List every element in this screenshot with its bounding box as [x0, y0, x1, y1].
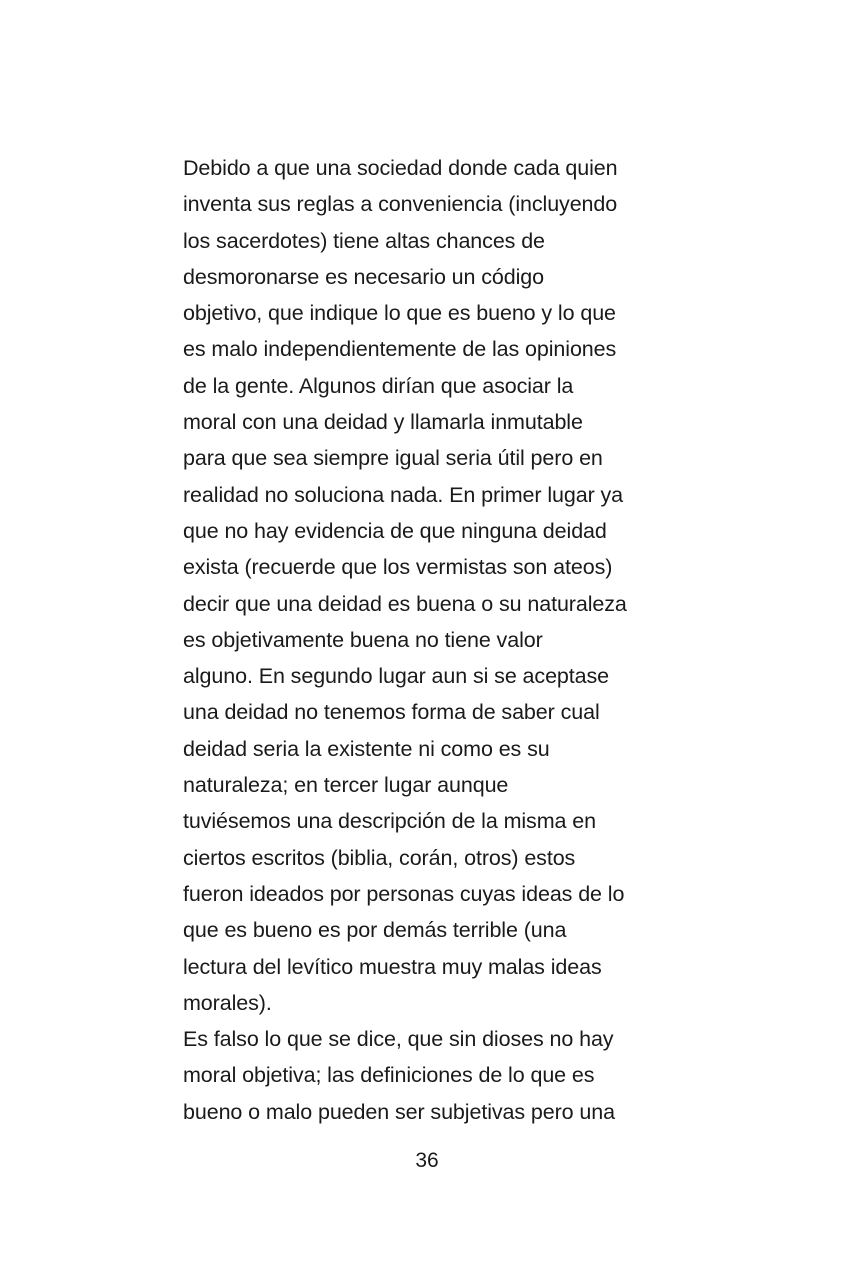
text-line: naturaleza; en tercer lugar aunque: [183, 773, 509, 798]
text-line: desmoronarse es necesario un código: [183, 264, 545, 289]
text-line: es objetivamente buena no tiene valor: [183, 627, 543, 652]
text-line: los sacerdotes) tiene altas chances de: [183, 228, 545, 253]
text-line: tuviésemos una descripción de la misma en: [183, 809, 596, 834]
text-line: decir que una deidad es buena o su naturaleza: [183, 591, 627, 616]
text-line: una deidad no tenemos forma de saber cual: [183, 700, 600, 725]
text-line: inventa sus reglas a conveniencia (incluyendo: [183, 192, 618, 217]
text-line: ciertos escritos (biblia, corán, otros) estos: [183, 845, 576, 870]
text-line: es malo independientemente de las opiniones: [183, 337, 617, 362]
text-line: moral objetiva; las definiciones de lo que es: [183, 1063, 595, 1088]
text-line: para que sea siempre igual seria útil pero en: [183, 446, 603, 471]
text-line: moral con una deidad y llamarla inmutable: [183, 410, 583, 435]
text-line: fueron ideados por personas cuyas ideas de lo: [183, 881, 625, 906]
text-line: de la gente. Algunos dirían que asociar la: [183, 373, 574, 398]
text-line: morales).: [183, 990, 272, 1015]
text-line: exista (recuerde que los vermistas son ateos): [183, 555, 613, 580]
text-line: alguno. En segundo lugar aun si se aceptase: [183, 664, 610, 689]
text-line: deidad seria la existente ni como es su: [183, 736, 550, 761]
text-line: bueno o malo pueden ser subjetivas pero una: [183, 1099, 615, 1124]
text-line: que es bueno es por demás terrible (una: [183, 918, 567, 943]
text-line: Es falso lo que se dice, que sin dioses no hay: [183, 1027, 614, 1052]
body-text: [183, 150, 683, 1130]
text-line: realidad no soluciona nada. En primer lugar ya: [183, 482, 624, 507]
text-line: lectura del levítico muestra muy malas ideas: [183, 954, 602, 979]
text-line: objetivo, que indique lo que es bueno y lo que: [183, 301, 616, 326]
text-line: que no hay evidencia de que ninguna deidad: [183, 518, 607, 543]
text-line: Debido a que una sociedad donde cada quien: [183, 156, 618, 180]
page-number: 36: [415, 1149, 439, 1172]
